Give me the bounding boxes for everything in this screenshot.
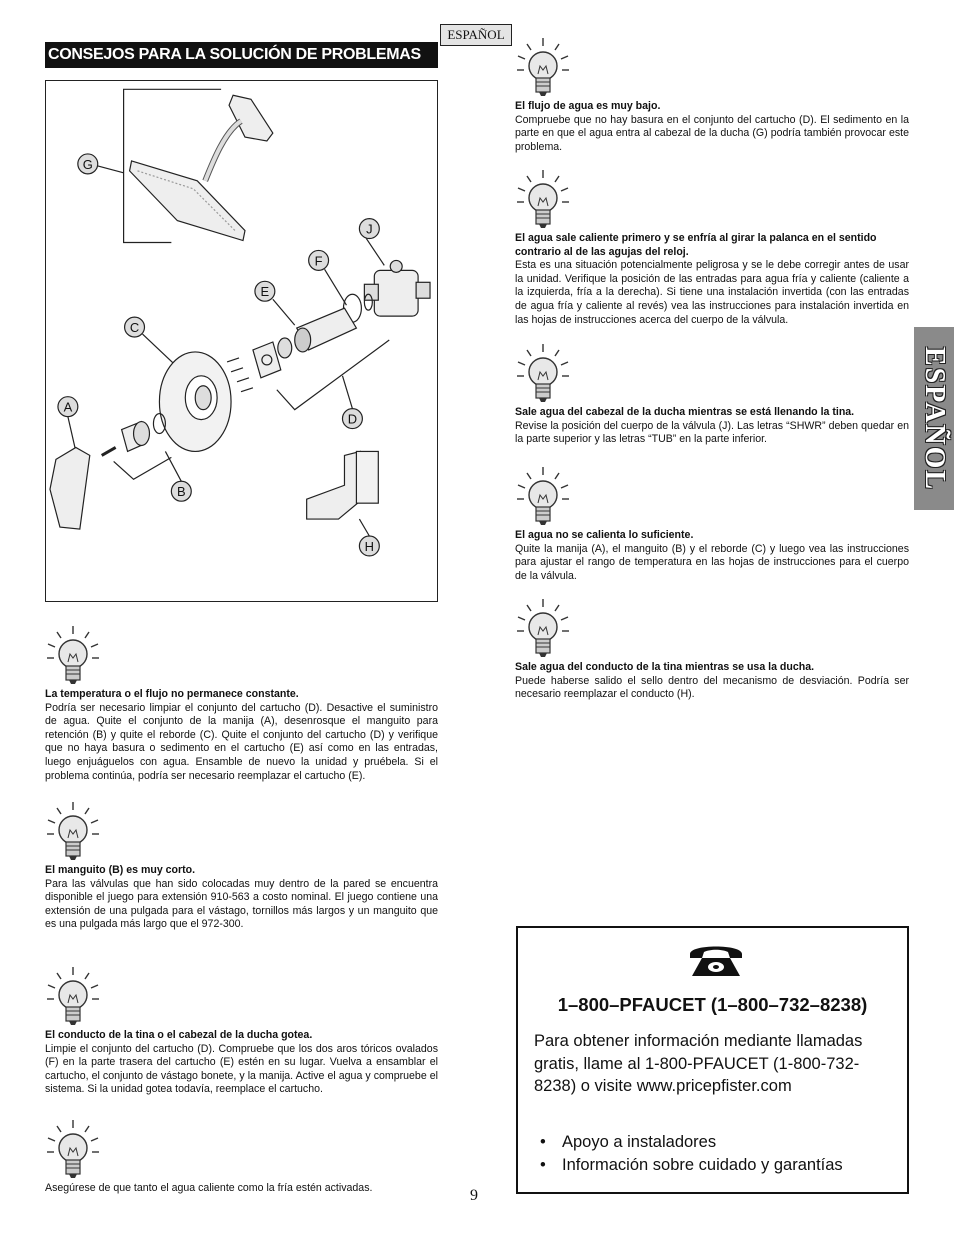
telephone-icon: [686, 940, 746, 980]
tip-not-hot: [515, 465, 909, 583]
tip-title: Sale agua del conducto de la tina mientras se usa la ducha.: [515, 661, 815, 673]
lightbulb-icon: [515, 597, 571, 659]
tip-tub-spout: [515, 597, 909, 702]
contact-box: [516, 926, 909, 1194]
tip-body: Compruebe que no hay basura en el conjunto del cartucho (D). El sedimento en la parte en que el agua entra al cabezal de la ducha (G) podría también provocar este problema.: [515, 113, 909, 153]
lightbulb-icon: [45, 965, 101, 1027]
tip-body: Esta es una situación potencialmente peligrosa y se le debe corregir antes de usar la unidad. Verifique la posición de las entradas para agua fría y caliente (caliente a la izquierda, fría a la derecha). Si tiene una instalación invertida (con las entradas de agua fría y caliente al revés) vea las instrucciones para instalación invertida en las hojas de instrucciones acerca del cuerpo de la válvula.: [515, 259, 909, 326]
language-tag: ESPAÑOL: [440, 24, 512, 46]
lightbulb-icon: [515, 342, 571, 404]
side-tab-label: ESPAÑOL: [919, 346, 950, 491]
tip-body: Para las válvulas que han sido colocadas muy dentro de la pared se encuentra disponible el juego para extensión 910-563 a costo nominal. El juego contiene una extensión de una pulgada para el vástago, tornillos más largos y un manguito que es una pulgada más largo que el 972-300.: [45, 877, 438, 931]
label-b: B: [176, 484, 186, 500]
lightbulb-icon: [515, 36, 571, 98]
lightbulb-icon: [515, 465, 571, 527]
side-language-tab: [914, 327, 954, 510]
list-item: • Apoyo a instaladores: [540, 1131, 843, 1154]
tip-title: El flujo de agua es muy bajo.: [515, 100, 661, 112]
list-item: • Información sobre cuidado y garantías: [540, 1154, 843, 1177]
label-j: J: [366, 221, 373, 237]
label-d: D: [347, 411, 358, 427]
tip-shower-while-filling: [515, 342, 909, 447]
lightbulb-icon: [45, 1118, 101, 1180]
tip-title: La temperatura o el flujo no permanece constante.: [45, 688, 299, 700]
tip-title: Sale agua del cabezal de la ducha mientras se está llenando la tina.: [515, 406, 855, 418]
tip-temperature: [45, 624, 438, 783]
tip-body: Revise la posición del cuerpo de la válvula (J). Las letras “SHWR” deben quedar en la parte superior y las letras “TUB” en la parte inferior.: [515, 419, 909, 446]
parts-diagram-svg: [46, 81, 437, 601]
tip-body: Puede haberse salido el sello dentro del mecanismo de desviación. Podría ser necesario reemplazar el conducto (H).: [515, 674, 909, 701]
tip-body: Limpie el conjunto del cartucho (D). Compruebe que los dos aros tóricos ovalados (F) en la parte trasera del cartucho (E) estén en su lugar. Vuelva a ensamblar el cartucho, el conjunto de vástago bonete, y la manija. Active el agua y compruebe el sistema. Si la unidad gotea todavía, reemplace el cartucho.: [45, 1042, 438, 1096]
tip-hot-then-cold: [515, 168, 909, 327]
lightbulb-icon: [45, 624, 101, 686]
tip-title: El manguito (B) es muy corto.: [45, 864, 196, 876]
contact-info: Para obtener información mediante llamadas gratis, llame al 1-800-PFAUCET (1-800-732-8238) o visite www.pricepfister.com: [534, 1032, 863, 1095]
tip-low-flow: [515, 36, 909, 154]
tip-sleeve: [45, 800, 438, 932]
label-f: F: [314, 253, 323, 269]
tip-body: Asegúrese de que tanto el agua caliente como la fría estén activadas.: [45, 1182, 373, 1194]
tip-drip: [45, 965, 438, 1097]
section-title: CONSEJOS PARA LA SOLUCIÓN DE PROBLEMAS: [45, 42, 438, 68]
label-g: G: [82, 156, 93, 172]
lightbulb-icon: [515, 168, 571, 230]
tip-title: El agua no se calienta lo suficiente.: [515, 529, 694, 541]
tip-body: Podría ser necesario limpiar el conjunto del cartucho (D). Desactive el suministro de agua. Quite el conjunto de la manija (A), desenrosque el manguito para retención (B) y quite el reborde (C). Quite el conjunto del cartucho (D) y verifique que no haya basura o sedimento en el cartucho (E) así como en las entradas, luego enjuáguelos con agua. Ensamble de nuevo la unidad y pruébela. Si el problema continúa, podría ser necesario reemplazar el cartucho (E).: [45, 701, 438, 782]
lightbulb-icon: [45, 800, 101, 862]
contact-list: [540, 1131, 843, 1176]
tip-title: El agua sale caliente primero y se enfría al girar la palanca en el sentido contrario al de las agujas del reloj.: [515, 232, 877, 258]
label-a: A: [63, 399, 73, 415]
page-number: 9: [470, 1187, 478, 1204]
tip-water-on: [45, 1118, 438, 1196]
phone-number: 1–800–PFAUCET (1–800–732–8238): [557, 994, 868, 1015]
tip-title: El conducto de la tina o el cabezal de la ducha gotea.: [45, 1029, 313, 1041]
tip-body: Quite la manija (A), el manguito (B) y el reborde (C) y luego vea las instrucciones para ajustar el rango de temperatura en las hojas de instrucciones para el cuerpo de la válvula.: [515, 542, 909, 582]
label-h: H: [364, 538, 375, 554]
label-e: E: [260, 284, 270, 300]
label-c: C: [129, 320, 140, 336]
parts-diagram: [45, 80, 438, 602]
